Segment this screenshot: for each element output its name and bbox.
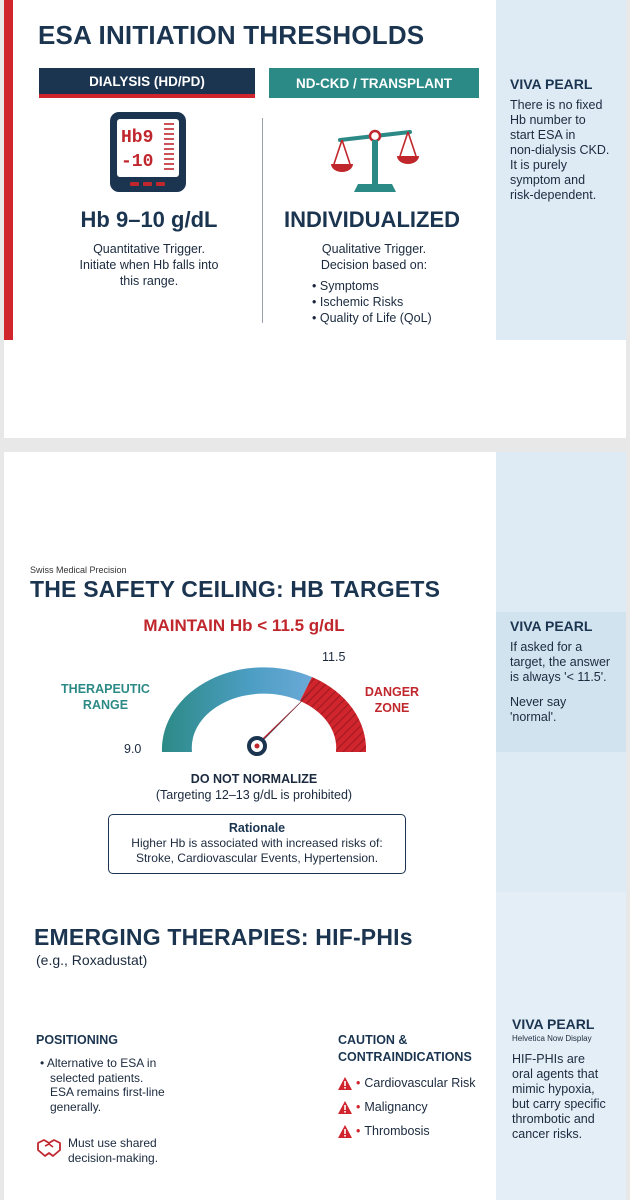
shared-decision-text: Must use shared decision-making. xyxy=(68,1136,159,1165)
brand-label: Swiss Medical Precision xyxy=(30,565,127,575)
monitor-readout-top: Hb9 xyxy=(121,128,154,148)
list-item: • Cardiovascular Risk xyxy=(338,1076,476,1090)
viva-pearl-panel-1 xyxy=(496,0,626,340)
therapeutic-range-label: THERAPEUTIC RANGE xyxy=(61,682,150,712)
list-item: • Ischemic Risks xyxy=(312,294,432,310)
list-item: • Quality of Life (QoL) xyxy=(312,310,432,326)
maintain-target: MAINTAIN Hb < 11.5 g/dL xyxy=(143,616,345,635)
lab-monitor-icon xyxy=(108,110,188,194)
rationale-title: Rationale xyxy=(228,821,286,835)
do-not-normalize: DO NOT NORMALIZE xyxy=(190,772,318,786)
viva-pearl-title: VIVA PEARL xyxy=(512,1016,595,1032)
warning-icon xyxy=(338,1077,352,1090)
viva-pearl-title: VIVA PEARL xyxy=(510,76,593,92)
viva-pearl-text: If asked for a target, the answer is always '< 11.5'. Never say 'normal'. xyxy=(510,640,611,724)
viva-pearl-text: There is no fixed Hb number to start ESA in non-dialysis CKD. It is purely symptom and risk-dependent. xyxy=(510,98,610,202)
monitor-readout-bottom: -10 xyxy=(121,152,154,172)
safety-and-hif-card xyxy=(4,452,626,1200)
gauge-min-label: 9.0 xyxy=(124,742,142,756)
ndckd-description: Qualitative Trigger. Decision based on: xyxy=(320,242,428,272)
viva-pearl-font-note: Helvetica Now Display xyxy=(512,1034,592,1043)
danger-zone-label: DANGER ZONE xyxy=(364,685,420,715)
rationale-box xyxy=(108,814,406,874)
viva-pearl-panel-3 xyxy=(496,892,626,1200)
handshake-icon xyxy=(36,1134,62,1160)
caution-title: CAUTION & CONTRAINDICATIONS xyxy=(338,1033,472,1064)
hif-title: EMERGING THERAPIES: HIF-PHIs xyxy=(34,924,413,950)
list-item: • Thrombosis xyxy=(338,1124,430,1138)
red-accent-bar xyxy=(4,0,13,340)
hb-gauge xyxy=(154,660,384,760)
dialysis-pill: DIALYSIS (HD/PD) xyxy=(39,68,255,98)
warning-icon xyxy=(338,1101,352,1114)
dialysis-value: Hb 9–10 g/dL xyxy=(80,207,218,232)
rationale-text: Higher Hb is associated with increased risks of: Stroke, Cardiovascular Events, Hypertension. xyxy=(131,836,383,865)
warning-icon xyxy=(338,1125,352,1138)
do-not-normalize-note: (Targeting 12–13 g/dL is prohibited) xyxy=(155,788,353,802)
dialysis-description: Quantitative Trigger. Initiate when Hb falls into this range. xyxy=(79,242,219,288)
viva-pearl-panel-2 xyxy=(496,452,626,892)
ceiling-title: THE SAFETY CEILING: HB TARGETS xyxy=(30,576,441,602)
gauge-max-label: 11.5 xyxy=(322,650,346,664)
ndckd-criteria-list xyxy=(312,278,432,326)
thresholds-title: ESA INITIATION THRESHOLDS xyxy=(38,20,425,50)
list-item: • Symptoms xyxy=(312,278,432,294)
column-divider xyxy=(262,118,263,323)
positioning-text: • Alternative to ESA in selected patients. ESA remains first-line generally. xyxy=(40,1056,165,1114)
list-item: • Malignancy xyxy=(338,1100,428,1114)
hif-subtitle: (e.g., Roxadustat) xyxy=(36,952,148,968)
scales-icon xyxy=(330,118,420,198)
ndckd-pill: ND-CKD / TRANSPLANT xyxy=(269,68,479,98)
positioning-title: POSITIONING xyxy=(36,1033,118,1047)
viva-pearl-title: VIVA PEARL xyxy=(510,618,593,634)
esa-thresholds-card xyxy=(4,0,626,438)
ndckd-value: INDIVIDUALIZED xyxy=(284,207,460,232)
viva-pearl-text: HIF-PHIs are oral agents that mimic hypoxia, but carry specific thrombotic and cancer risks. xyxy=(512,1052,606,1141)
